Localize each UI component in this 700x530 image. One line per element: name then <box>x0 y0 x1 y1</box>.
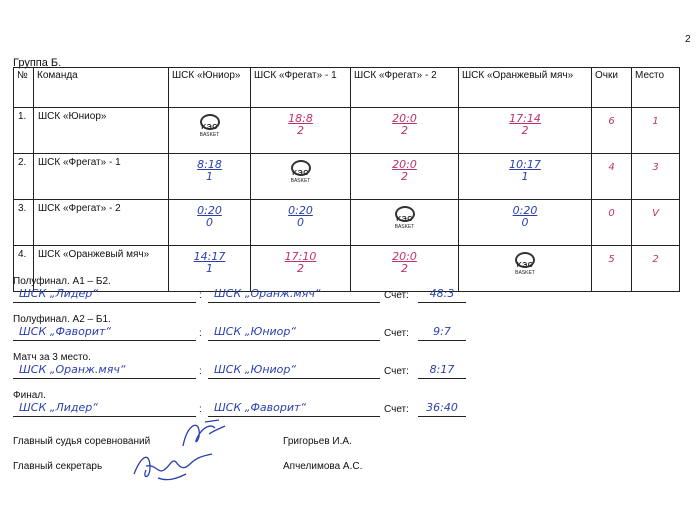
header-orange-ball: ШСК «Оранжевый мяч» <box>459 68 592 108</box>
team-name: ШСК «Оранжевый мяч» <box>34 246 169 292</box>
logo-cell <box>169 108 251 154</box>
final-match-team-b-field <box>208 402 380 417</box>
logo-text: KЭС <box>396 216 413 223</box>
logo-subtext: BASKET <box>394 224 415 230</box>
row-number: 2. <box>14 154 34 200</box>
match-score: 20:0 <box>392 158 417 171</box>
match-points: 0 <box>297 216 304 229</box>
chief-judge-role: Главный судья соревнований <box>13 436 151 447</box>
final-place: 1 <box>632 108 680 154</box>
secretary-signature <box>128 448 223 488</box>
logo-text: KЭС <box>292 170 309 177</box>
chief-secretary-name: Апчелимова А.С. <box>283 461 363 472</box>
total-points: 4 <box>592 154 632 200</box>
team-b-name: ШСК „Фаворит“ <box>214 401 307 414</box>
header-place: Место <box>632 68 680 108</box>
match-points: 2 <box>297 262 304 275</box>
match-points: 2 <box>401 262 408 275</box>
match-points: 1 <box>521 170 529 183</box>
match-result-vs-fregat-2 <box>351 108 459 154</box>
table-row <box>14 246 680 292</box>
team-b-name: ШСК „Юниор“ <box>214 363 297 376</box>
match-result-vs-fregat-1 <box>251 108 351 154</box>
total-points: 5 <box>592 246 632 292</box>
match-score: 14:17 <box>193 250 226 263</box>
kes-basket-logo <box>192 114 228 140</box>
match-points: 2 <box>401 170 408 183</box>
semifinal-2-team-b-field <box>208 326 380 341</box>
vs-separator: : <box>199 404 202 415</box>
team-name: ШСК «Фрегат» - 2 <box>34 200 169 246</box>
row-number: 3. <box>14 200 34 246</box>
match-score: 18:8 <box>288 112 313 125</box>
score-label: Счет: <box>384 404 409 415</box>
match-score: 8:18 <box>197 158 222 171</box>
score-label: Счет: <box>384 290 409 301</box>
semifinal-1-label: Полуфинал. А1 – Б2. <box>13 276 111 287</box>
page-number: 2 <box>685 34 691 45</box>
header-fregat-1: ШСК «Фрегат» - 1 <box>251 68 351 108</box>
semifinal-1-team-a-field <box>13 288 196 303</box>
final-place: 3 <box>632 154 680 200</box>
table-row <box>14 200 680 246</box>
semifinal-2-score-field <box>418 326 466 341</box>
final-match-label: Финал. <box>13 390 46 401</box>
header-num: № <box>14 68 34 108</box>
header-fregat-2: ШСК «Фрегат» - 2 <box>351 68 459 108</box>
match-points: 1 <box>206 262 213 275</box>
match-result-vs-fregat-2 <box>351 246 459 292</box>
row-number: 1. <box>14 108 34 154</box>
match-score: 36:40 <box>426 401 458 414</box>
results-table <box>13 67 680 292</box>
semifinal-1-team-b-field <box>208 288 380 303</box>
kes-basket-logo <box>283 160 319 186</box>
logo-subtext: BASKET <box>515 270 535 276</box>
logo-text: KЭС <box>201 124 218 131</box>
match-result-vs-junior <box>169 154 251 200</box>
match-score: 20:0 <box>392 250 417 263</box>
final-place: V <box>632 200 680 246</box>
chief-secretary-role: Главный секретарь <box>13 461 103 472</box>
team-a-name: ШСК „Лидер“ <box>19 401 98 414</box>
total-points: 0 <box>592 200 632 246</box>
logo-cell <box>251 154 351 200</box>
match-score: 0:20 <box>512 204 538 217</box>
match-points: 0 <box>521 216 529 229</box>
final-match-score-field <box>418 402 466 417</box>
match-score: 17:10 <box>284 250 317 263</box>
semifinal-2-team-a-field <box>13 326 196 341</box>
match-score: 0:20 <box>197 204 222 217</box>
score-label: Счет: <box>384 366 409 377</box>
chief-judge-name: Григорьев И.А. <box>283 436 352 447</box>
match-score: 10:17 <box>509 158 541 171</box>
logo-cell <box>459 246 592 292</box>
vs-separator: : <box>199 290 202 301</box>
team-b-name: ШСК „Юниор“ <box>214 325 297 338</box>
third-place-match-score-field <box>418 364 466 379</box>
match-score: 9:7 <box>433 325 451 338</box>
score-label: Счет: <box>384 328 409 339</box>
final-match-team-a-field <box>13 402 196 417</box>
table-header-row <box>14 68 680 108</box>
team-a-name: ШСК „Оранж.мяч“ <box>19 363 126 376</box>
table-row <box>14 108 680 154</box>
row-number: 4. <box>14 246 34 292</box>
team-name: ШСК «Фрегат» - 1 <box>34 154 169 200</box>
match-result-vs-junior <box>169 246 251 292</box>
third-place-match-label: Матч за 3 место. <box>13 352 91 363</box>
kes-basket-logo <box>387 206 423 232</box>
header-points: Очки <box>592 68 632 108</box>
team-b-name: ШСК „Оранж.мяч“ <box>214 287 321 300</box>
logo-cell <box>351 200 459 246</box>
group-title: Группа Б. <box>13 57 62 69</box>
team-a-name: ШСК „Фаворит“ <box>19 325 112 338</box>
match-score: 48:3 <box>429 287 455 300</box>
match-points: 2 <box>401 124 408 137</box>
total-points: 6 <box>592 108 632 154</box>
third-place-match-team-a-field <box>13 364 196 379</box>
match-points: 1 <box>206 170 213 183</box>
semifinal-2-label: Полуфинал. А2 – Б1. <box>13 314 111 325</box>
match-score: 8:17 <box>429 363 455 376</box>
match-result-vs-fregat-1 <box>251 200 351 246</box>
header-junior: ШСК «Юниор» <box>169 68 251 108</box>
table-row <box>14 154 680 200</box>
match-result-vs-junior <box>169 200 251 246</box>
match-points: 2 <box>297 124 304 137</box>
final-place: 2 <box>632 246 680 292</box>
third-place-match-team-b-field <box>208 364 380 379</box>
match-points: 0 <box>206 216 213 229</box>
match-score: 17:14 <box>509 112 541 125</box>
team-a-name: ШСК „Лидер“ <box>19 287 98 300</box>
logo-text: KЭС <box>516 262 534 269</box>
match-result-vs-fregat-2 <box>351 154 459 200</box>
vs-separator: : <box>199 366 202 377</box>
kes-basket-logo <box>507 252 543 278</box>
logo-subtext: BASKET <box>290 178 311 184</box>
match-result-vs-orange-ball <box>459 154 592 200</box>
team-name: ШСК «Юниор» <box>34 108 169 154</box>
match-result-vs-orange-ball <box>459 108 592 154</box>
match-score: 0:20 <box>288 204 313 217</box>
match-points: 2 <box>521 124 529 137</box>
logo-subtext: BASKET <box>199 132 220 138</box>
match-score: 20:0 <box>392 112 417 125</box>
match-result-vs-orange-ball <box>459 200 592 246</box>
semifinal-1-score-field <box>418 288 466 303</box>
vs-separator: : <box>199 328 202 339</box>
match-result-vs-fregat-1 <box>251 246 351 292</box>
header-team: Команда <box>34 68 169 108</box>
